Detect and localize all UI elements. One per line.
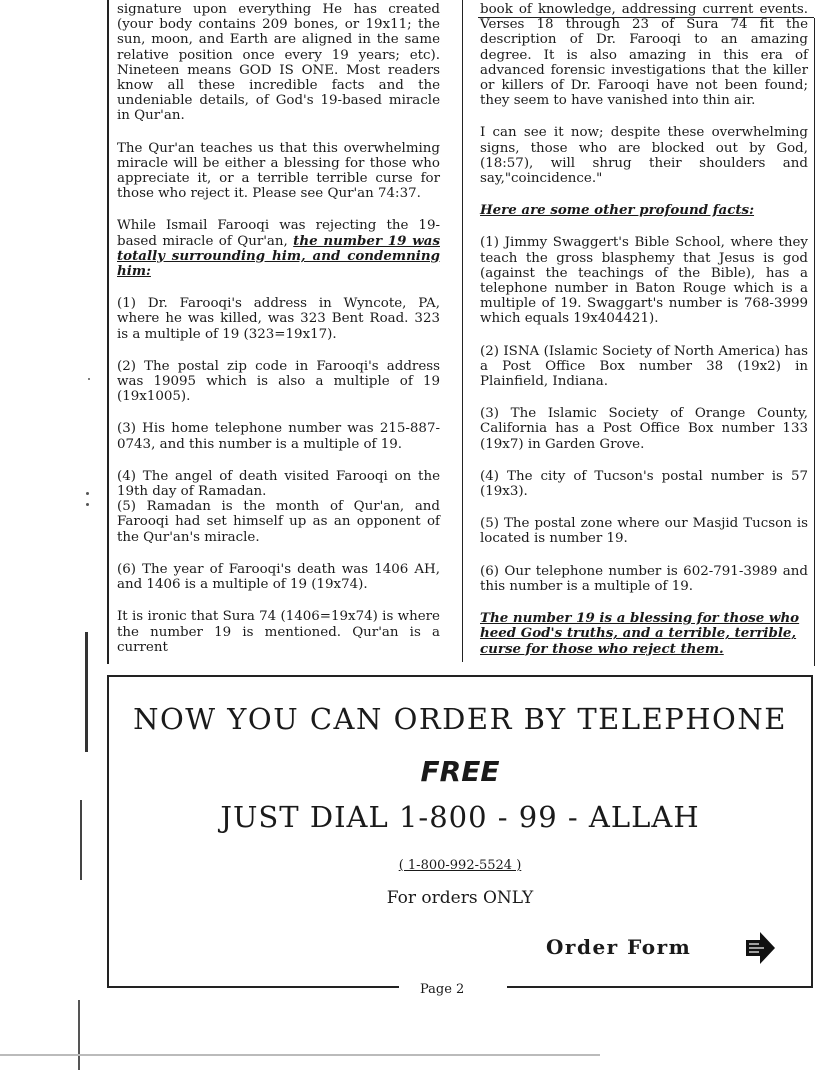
footer-rule-left (107, 986, 399, 988)
margin-speck (86, 492, 89, 495)
right-arrow-icon[interactable] (744, 931, 776, 965)
page-number: Page 2 (420, 982, 465, 997)
left-paragraph-6: (3) His home telephone number was 215-887-0743, and this number is a multiple of 19. (117, 421, 440, 452)
column-divider (462, 0, 463, 662)
right-paragraph-2: I can see it now; despite these overwhelming signs, those who are blocked out by God, (18:57), will shrug their shoulders and say,"coincidence." (480, 125, 808, 187)
ad-orders-only: For orders ONLY (386, 888, 534, 908)
margin-scan-mark (85, 632, 88, 752)
ad-left-border (107, 675, 109, 986)
left-paragraph-1: signature upon everything He has created (your body contains 209 bones, or 19x11; the sun, moon, and Earth are aligned in the same relative position once every 19 years; etc). Nineteen means GOD IS ONE. Most readers know all these incredible facts and the undeniable details, of God's 19-based miracle in Qur'an. (117, 2, 440, 124)
right-paragraph-5: (3) The Islamic Society of Orange County, California has a Post Office Box number 133 (19x7) in Garden Grove. (480, 406, 808, 452)
ad-phone-number-text: ( 1-800-992-5524 ) (398, 858, 522, 873)
left-paragraph-10: It is ironic that Sura 74 (1406=19x74) is where the number 19 is mentioned. Qur'an is a current (117, 609, 440, 655)
closing-statement: The number 19 is a blessing for those who heed God's truths, and a terrible, terrible, curse for those who reject them. (480, 610, 800, 657)
left-paragraph-8: (5) Ramadan is the month of Qur'an, and Farooqi had set himself up as an opponent of the Qur'an's miracle. (117, 499, 440, 545)
margin-speck (86, 503, 89, 506)
right-paragraph-4: (2) ISNA (Islamic Society of North America) has a Post Office Box number 38 (19x2) in Plainfield, Indiana. (480, 343, 808, 390)
left-paragraph-5: (2) The postal zip code in Farooqi's address was 19095 which is also a multiple of 19 (19x1005). (117, 358, 440, 405)
ad-free-label: FREE (420, 755, 500, 788)
margin-speck (88, 378, 90, 380)
order-form-link[interactable]: Order Form (546, 935, 692, 959)
left-paragraph-3-emphasis: the number 19 was totally surrounding him, and condemning him: (117, 232, 440, 280)
right-paragraph-6: (4) The city of Tucson's postal number is 57 (19x3). (480, 468, 808, 500)
ad-headline: NOW YOU CAN ORDER BY TELEPHONE (133, 702, 787, 736)
left-paragraph-2: The Qur'an teaches us that this overwhelming miracle will be either a blessing for those who appreciate it, or a terrible terrible curse for those who reject it. Please see Qur'an 74:37. (117, 140, 440, 202)
margin-scan-mark-lower (80, 800, 82, 880)
right-border-line (814, 18, 815, 666)
left-column (117, 2, 440, 655)
left-paragraph-9: (6) The year of Farooqi's death was 1406 AH, and 1406 is a multiple of 19 (19x74). (117, 561, 440, 593)
ad-phone-number (110, 858, 810, 873)
margin-scan-mark-bottom (78, 1000, 80, 1070)
left-paragraph-7: (4) The angel of death visited Farooqi on the 19th day of Ramadan. (117, 468, 440, 500)
left-paragraph-4: (1) Dr. Farooqi's address in Wyncote, PA, where he was killed, was 323 Bent Road. 323 is a multiple of 19 (323=19x17). (117, 296, 440, 342)
ad-top-rule (107, 675, 813, 677)
facts-heading: Here are some other profound facts: (480, 202, 755, 219)
left-border-line (107, 0, 109, 664)
right-paragraph-1: book of knowledge, addressing current events. Verses 18 through 23 of Sura 74 fit the description of Dr. Farooqi to an amazing degree. It is also amazing in this era of advanced forensic investigations that the killer or killers of Dr. Farooqi have not been found; they seem to have vanished into thin air. (480, 2, 808, 109)
left-paragraph-3 (117, 218, 440, 279)
right-column (480, 2, 808, 657)
right-paragraph-8: (6) Our telephone number is 602-791-3989 and this number is a multiple of 19. (480, 563, 808, 594)
right-paragraph-7: (5) The postal zone where our Masjid Tucson is located is number 19. (480, 516, 808, 547)
ad-right-border (811, 675, 813, 986)
footer-rule-right (507, 986, 813, 988)
ad-dial-line: JUST DIAL 1-800 - 99 - ALLAH (220, 800, 700, 834)
left-paragraph-3-text: While Ismail Farooqi was rejecting the 19-based miracle of Qur'an, (117, 218, 440, 249)
right-paragraph-3: (1) Jimmy Swaggert's Bible School, where they teach the gross blasphemy that Jesus is god (against the teachings of the Bible), has a telephone number in Baton Rouge which is a multiple of 19. Swaggart's number is 768-3999 which equals 19x404421). (480, 235, 808, 327)
bottom-scan-smudge (0, 1054, 600, 1056)
